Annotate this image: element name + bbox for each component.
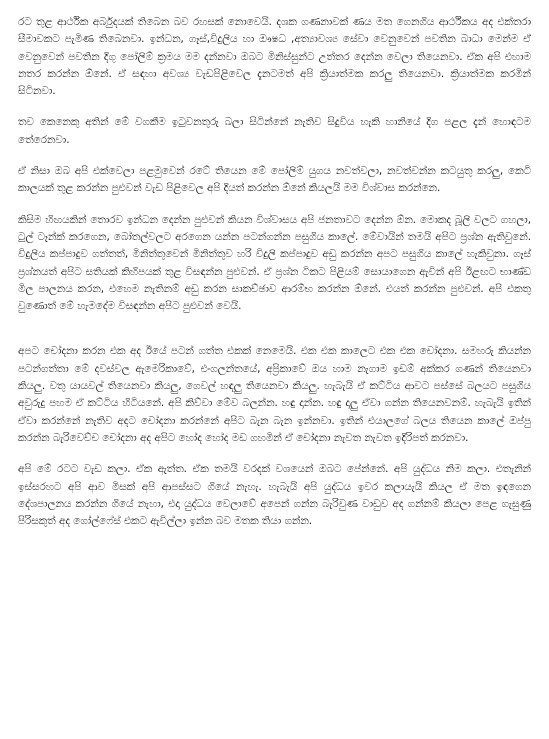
paragraph-4: කිසිම හිඟයකින් තොරව ඉන්ධන දෙන්න පුළුවන් කියන විශ්වාසය අපි ජනතාවට දෙන්න ඕන. මොකද බූලි වලට ගහලා, ටුල් ටෑන්ක් කරගෙන, බෝතල්වලට අරගෙන යන්න පටන්ගන්න පසුගිය කාලේ. මේවායින් තමයි අපිට ප්‍රශ්න ඇතිවුනේ. විදුලිය කප්පාදුව ගත්තත්, මිනිත්තුවෙන් මිනිත්තුව හරි විදුලි කප්පාදුව අඩු කරන්න අපට පසුගිය කාලේ හැකිවුනා. ගෑස් ප්‍රශ්නයත් අපිට සතියක් කිහිපයක් තුළ විසඳන්න පුළුවන්. ඒ ප්‍රශ්න ටිකට පිළියම් සොයාගෙන ඇවින් අපි ඊළඟට භාණ්ඩ මිල පාලනය කරන, එහෙම නැතිනම් අඩු කරන සාකච්ඡාව ආරම්භ කරන්න ඕනේ. එයත් කරන්න පුළුවන්. අපි එකතු වුණොත් මේ හැමදේම විසඳන්න අපිට පුළුවන් වෙයි. bbox=[18, 213, 531, 313]
document-body bbox=[18, 14, 531, 544]
paragraph-2: තව කෙනෙකු අතින් මේ වගකීම ඉටුවනතුරු බලා සිටින්නේ නැතිව සිදුවිය හැකි හානියේ දිග පළල දැන් හොඳටම තේරෙනවා. bbox=[18, 116, 531, 146]
paragraph-1: රට තුළ ආර්ථික අර්බුදයක් තිබෙන බව රහසක් නොවෙයි. දශක ගණනාවක් ණය මත ගෙනගිය ආර්ථිකය අද එක්තරා සීමාවකට පැමිණ තිබෙනවා. ඉන්ධන, ගෑස්,විදුලිය හා ඖෂධ ,අත්‍යාවශ්‍ය සේවා වෙනුවෙන් පවතින බාධා මෙන්ම ඒ වෙනුවෙන් පවතින දිගු පෝලිම් ක්‍රමය මම දන්නවා ඔබට මිනිස්සුන්ට උත්තර දෙන්න වෙලා තියෙනවා. ඒක අපි එහාම නතර කරන්න ඕනේ. ඒ සඳහා අවශ්‍ය වැඩපිළිවෙල දැනටමත් අපි ක්‍රියාත්මක කරලු තියෙනවා. ක්‍රියාත්මක කරමින් සිටිනවා. bbox=[18, 16, 531, 98]
paragraph-6: අපි මේ රටට වැඩ කලා. ඒක ඇත්ත. ඒක තමයි වරදක් වශයෙන් ඔබට පේන්නේ. අපි යුද්ධය නිම කලා. එතැනින් ඉස්සරහට අපි ආව මිසක් අපි ආපස්සට ගියේ නැහැ. හැබැයි අපි යුද්ධය ඉවර කලායැයි කියල ඒ මත ඉඳගෙන දේශපාලනය කරන්න ගියේ නැහා, එදා යුද්ධය වෙලාවේ අපෙන් ගන්න බැරිවුණ වාඩුව අද ගන්නම් කියලා පෙළ ගැසුණු පිරිසකුත් අද ගෝල්ෆේස් එකට ඇවිල්ලා ඉන්න බව මතක තියා ගන්න. bbox=[18, 463, 531, 528]
paragraph-3: ඒ නිසා ඔබ අපි එක්වෙලා පළමුවෙන් රටේ තියෙන මේ පෝලිම් යුගය නවත්වලා, නවත්වන්න කටයුතු කරලු, කෙටි කාලයක් තුළ කරන්න පුළුවන් වැඩ පිළිවෙල අපි දියත් කරන්න ඕනේ කියලයි මම විශ්වාස කරන්නෙ. bbox=[18, 165, 531, 195]
paragraph-5: අපට චෝදනා කරන එක අද ඊයේ පටන් ගත්ත එකක් නෙමෙයි. එක එක කාලෙට එක එක චෝදනා. සමහරු කියන්න පටන්ගත්තා මේ දවස්වල ඇමෙරිකාවේ, එංගලන්තයේ, අප්‍රිකාවේ ඔය හාම නැගාම ඉඩම් අක්කර ගණන් තියෙනවා කියලු. වතු යායවල් තියෙනවා කියලු, ගෙවල් හඳලු තියෙනවා කියලු. හැබැයි ඒ කට්ටිය ආවට පස්සේ බලයට පසුගිය අවුරුදු පහම ඒ කට්ටිය හිටියනේ. අපි කිව්වා මේව බලන්න. හඳු දාන්න. හඳු දාලු ඒවා ගන්න තියෙනවනම්. හැබැයි ඉතින් ඒවා කරන්නේ නැතිව අදට චෝදනා කරන්නේ අපිට බැන බැන ඉන්නවා. ඉතින් එයාලගේ බලය තියෙන කාලේ ඔප්පු කරන්න බැරිවෙච්ච චෝදනා අද අපිට හෝද හෝද මඩ ගහමින් ඒ චෝදනා නැවත නැවත ඉදිරිපත් කරනවා. bbox=[18, 345, 531, 444]
